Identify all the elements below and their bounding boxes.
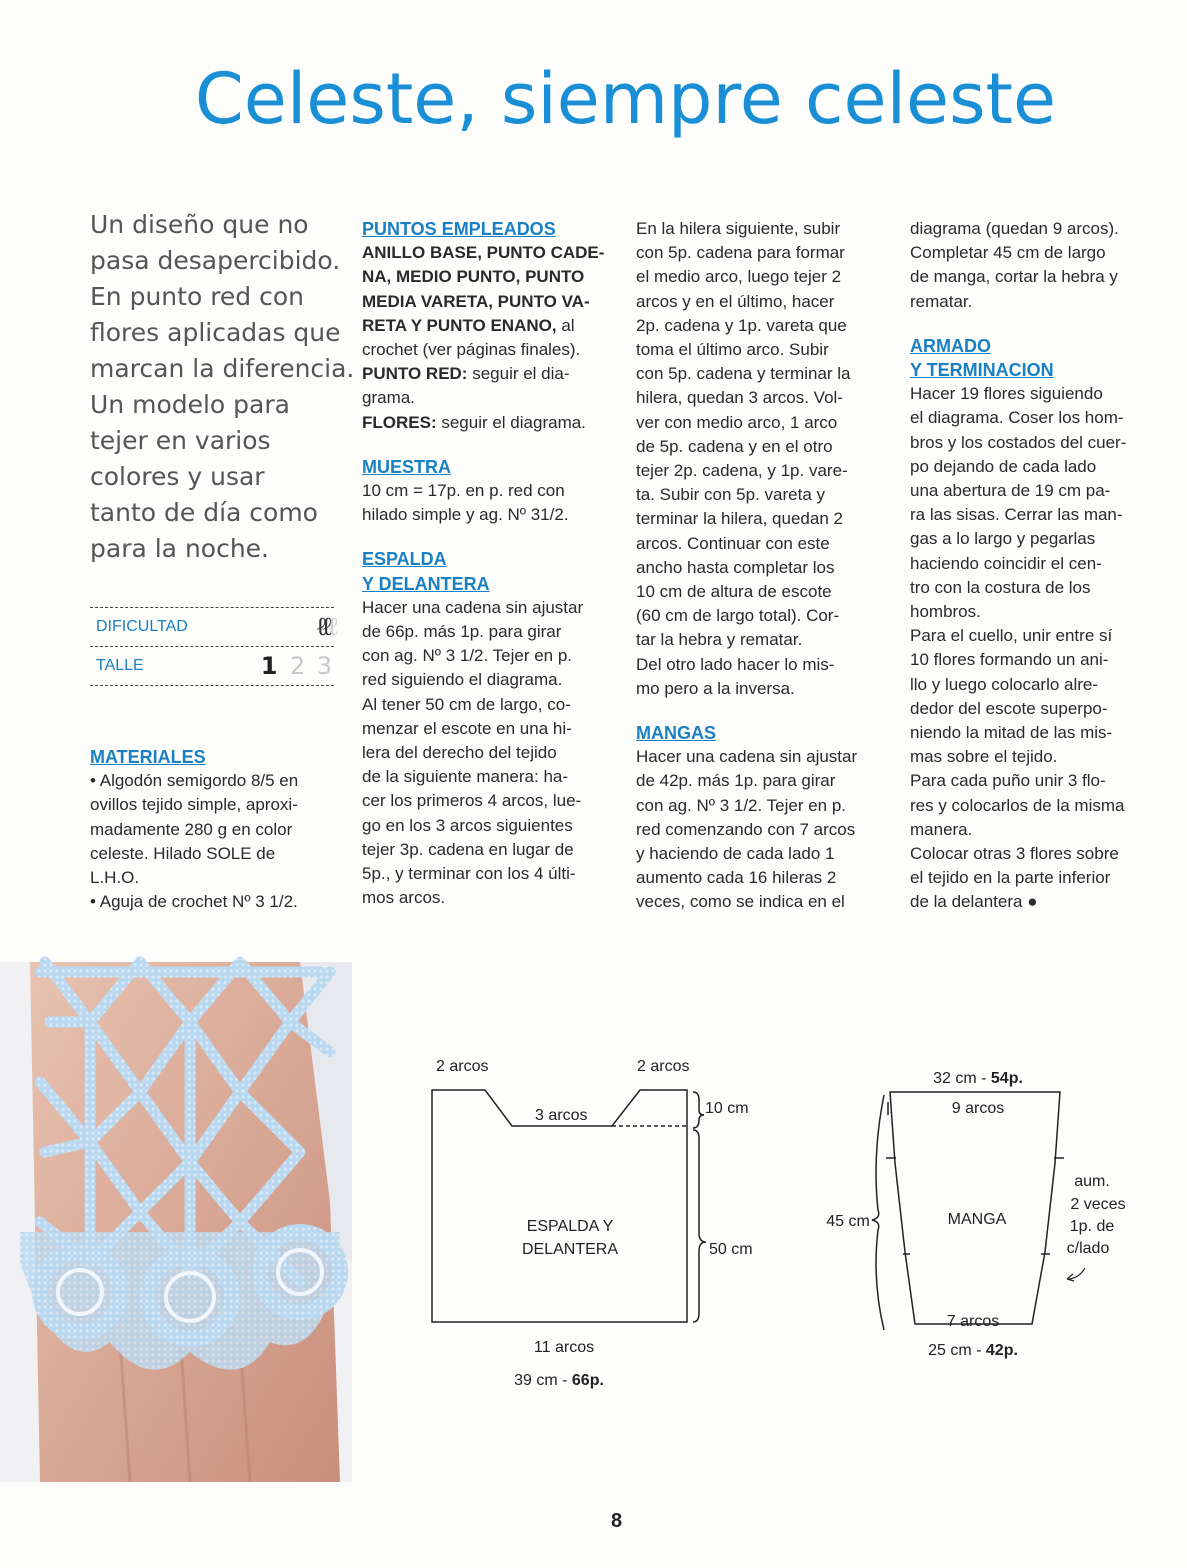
- espalda-body: [362, 596, 612, 911]
- text-line: menzar el escote en una hi-: [362, 718, 572, 738]
- sleeve-length: 45 cm: [826, 1213, 870, 1230]
- text-line: 2p. cadena y 1p. vareta que: [636, 315, 847, 335]
- text-line: lera del derecho del tejido: [362, 743, 557, 763]
- text-line: rematar.: [910, 291, 973, 311]
- text-line: con ag. Nº 3 1/2. Tejer en p.: [636, 795, 847, 815]
- text-line: celeste. Hilado SOLE de: [90, 843, 276, 863]
- intro-line: marcan la diferencia.: [90, 354, 355, 383]
- difficulty-loops-icon: [317, 612, 334, 642]
- text-line: arcos y en el último, hacer: [636, 291, 835, 311]
- text-line: dedor del escote superpo-: [910, 698, 1108, 718]
- text-line: PUNTO RED: seguir el dia-: [362, 364, 570, 384]
- pattern-diagrams: [400, 1040, 1126, 1389]
- espalda-heading-1: ESPALDA: [362, 549, 447, 570]
- intro-text: [90, 207, 355, 567]
- difficulty-loop-empty-icon: ℓ: [328, 612, 334, 642]
- text-line: MEDIA VARETA, PUNTO VA-: [362, 291, 590, 311]
- text-line: hilado simple y ag. Nº 31/2.: [362, 505, 569, 525]
- intro-line: Un diseño que no: [90, 210, 309, 239]
- body-width-p: 66p.: [571, 1372, 604, 1389]
- armado-body: [910, 382, 1160, 914]
- intro-line: flores aplicadas que: [90, 318, 341, 347]
- text-line: Del otro lado hacer lo mis-: [636, 654, 835, 674]
- text-line: terminar la hilera, quedan 2: [636, 509, 843, 529]
- text-line: niendo la mitad de las mis-: [910, 723, 1113, 743]
- text-line: una abertura de 19 cm pa-: [910, 481, 1111, 501]
- text-line: ANILLO BASE, PUNTO CADE-: [362, 243, 605, 263]
- text-line: mas sobre el tejido.: [910, 747, 1058, 767]
- sleeve-top-p: 54p.: [990, 1070, 1023, 1087]
- text-line: grama.: [362, 388, 415, 408]
- text-line: con 5p. cadena para formar: [636, 243, 845, 263]
- text-line: Para el cuello, unir entre sí: [910, 626, 1113, 646]
- difficulty-loop-filled-icon: ℓ: [322, 612, 329, 642]
- armado-heading-1: ARMADO: [910, 335, 991, 356]
- body-neck: 3 arcos: [535, 1107, 588, 1124]
- text-line: go en los 3 arcos siguientes: [362, 815, 573, 835]
- text-line: de 42p. más 1p. para girar: [636, 771, 836, 791]
- text-line: Para cada puño unir 3 flo-: [910, 771, 1106, 791]
- text-line: res y colocarlos de la misma: [910, 795, 1125, 815]
- text-line: 10 cm = 17p. en p. red con: [362, 481, 565, 501]
- body-width: [514, 1372, 604, 1389]
- intro-line: para la noche.: [90, 534, 270, 563]
- body-top-left: 2 arcos: [436, 1058, 489, 1075]
- text-line: Hacer una cadena sin ajustar: [636, 747, 858, 767]
- puntos-body: [362, 241, 612, 435]
- intro-line: Un modelo para: [90, 390, 290, 419]
- espalda-heading-2: Y DELANTERA: [362, 573, 490, 594]
- text-line: En la hilera siguiente, subir: [636, 219, 841, 238]
- text-line: red comenzando con 7 arcos: [636, 819, 856, 839]
- size-row: [90, 646, 334, 686]
- text-line: de manga, cortar la hebra y: [910, 267, 1118, 287]
- text-line: Al tener 50 cm de largo, co-: [362, 694, 571, 714]
- sleeve-bottom-arcs: 7 arcos: [946, 1313, 1000, 1330]
- sleeve-top-arcs: 9 arcos: [951, 1100, 1005, 1117]
- text-line: 10 flores formando un ani-: [910, 650, 1109, 670]
- puntos-heading: PUNTOS EMPLEADOS: [362, 219, 556, 239]
- body-bottom: 11 arcos: [533, 1339, 595, 1356]
- sleeve-bottom-cm: 25 cm -: [928, 1342, 986, 1359]
- text-line: tar la hebra y rematar.: [636, 630, 803, 650]
- intro-line: tanto de día como: [90, 498, 318, 527]
- text-line: de la siguiente manera: ha-: [362, 767, 569, 787]
- text-line: (60 cm de largo total). Cor-: [636, 606, 840, 626]
- text-line: de 5p. cadena y en el otro: [636, 436, 833, 456]
- body-diagram: [432, 1090, 706, 1322]
- text-line: el tejido en la parte inferior: [910, 868, 1111, 888]
- text-line: gas a lo largo y pegarlas: [910, 529, 1096, 549]
- intro-line: pasa desapercibido.: [90, 246, 341, 275]
- size-inactive: 2 3: [289, 652, 334, 680]
- text-line: el diagrama. Coser los hom-: [910, 408, 1124, 428]
- text-line: bros y los costados del cuer-: [910, 432, 1127, 452]
- materiales-body: [90, 769, 340, 914]
- text-line: • Aguja de crochet Nº 3 1/2.: [90, 892, 298, 912]
- body-label-1: ESPALDA Y: [526, 1218, 614, 1235]
- sleeve-bottom-p: 42p.: [985, 1342, 1018, 1359]
- mangas-body: [636, 745, 886, 914]
- text-line: y haciendo de cada lado 1: [636, 844, 835, 864]
- crochet-cuff-illustration: [0, 962, 352, 1482]
- text-line: po dejando de cada lado: [910, 456, 1097, 476]
- muestra-body: [362, 479, 612, 527]
- text-line: cer los primeros 4 arcos, lue-: [362, 791, 582, 811]
- text-line: Completar 45 cm de largo: [910, 243, 1106, 263]
- text-line: red siguiendo el diagrama.: [362, 670, 563, 690]
- text-line: L.H.O.: [90, 868, 140, 888]
- text-line: aumento cada 16 hileras 2: [636, 868, 837, 888]
- text-line: veces, como se indica en el: [636, 892, 845, 912]
- text-line: ancho hasta completar los: [636, 557, 835, 577]
- text-line: de la delantera ●: [910, 892, 1038, 912]
- intro-line: En punto red con: [90, 282, 305, 311]
- text-line: mo pero a la inversa.: [636, 678, 795, 698]
- intro-line: colores y usar: [90, 462, 265, 491]
- text-line: FLORES: seguir el diagrama.: [362, 412, 586, 432]
- column-4: [910, 217, 1160, 915]
- text-line: haciendo coincidir el cen-: [910, 553, 1102, 573]
- text-line: mos arcos.: [362, 888, 446, 908]
- size-active: 1: [260, 652, 280, 680]
- text-line: madamente 280 g en color: [90, 819, 293, 839]
- muestra-heading: MUESTRA: [362, 456, 451, 477]
- text-line: Hacer 19 flores siguiendo: [910, 384, 1103, 404]
- diagram-svg: [400, 1040, 1126, 1389]
- text-line: con ag. Nº 3 1/2. Tejer en p.: [362, 646, 573, 666]
- text-line: con 5p. cadena y terminar la: [636, 364, 851, 384]
- sleeve-top-cm: 32 cm -: [933, 1070, 991, 1087]
- body-label-2: DELANTERA: [521, 1241, 619, 1258]
- armado-heading-2: Y TERMINACION: [910, 360, 1054, 381]
- intro-line: tejer en varios: [90, 426, 271, 455]
- text-line: Hacer una cadena sin ajustar: [362, 597, 584, 617]
- size-label: TALLE: [96, 657, 144, 674]
- text-line: ra las sisas. Cerrar las man-: [910, 505, 1123, 525]
- sleeve-note-3: 1p. de: [1069, 1218, 1115, 1235]
- text-line: diagrama (quedan 9 arcos).: [910, 219, 1119, 238]
- body-width-cm: 39 cm -: [514, 1372, 572, 1389]
- spec-table: [90, 607, 334, 686]
- size-values: [261, 652, 334, 680]
- text-line: ver con medio arco, 1 arco: [636, 412, 838, 432]
- sleeve-top: [933, 1070, 1023, 1087]
- text-line: 10 cm de altura de escote: [636, 582, 832, 602]
- text-line: 5p., y terminar con los 4 últi-: [362, 864, 576, 884]
- sleeve-label: MANGA: [947, 1211, 1007, 1228]
- body-neck-height: 10 cm: [705, 1100, 749, 1117]
- text-line: hilera, quedan 3 arcos. Vol-: [636, 388, 843, 408]
- page-title: Celeste, siempre celeste: [194, 58, 1057, 140]
- difficulty-loop-filled-icon: ℓ: [316, 612, 323, 642]
- text-line: hombros.: [910, 602, 981, 622]
- materiales-section: [90, 745, 340, 914]
- text-line: ta. Subir con 5p. vareta y: [636, 485, 825, 505]
- difficulty-label: DIFICULTAD: [96, 618, 188, 635]
- text-line: tejer 2p. cadena, y 1p. vare-: [636, 461, 848, 481]
- column-3-body: [636, 217, 886, 701]
- text-line: llo y luego colocarlo alre-: [910, 674, 1099, 694]
- column-3: [636, 217, 886, 915]
- sleeve-note-1: aum.: [1074, 1173, 1110, 1190]
- text-line: el medio arco, luego tejer 2: [636, 267, 842, 287]
- column-2: [362, 217, 612, 910]
- text-line: tro con la costura de los: [910, 577, 1091, 597]
- crochet-cuff-photo: [0, 962, 352, 1482]
- mangas-heading: MANGAS: [636, 723, 716, 744]
- text-line: arcos. Continuar con este: [636, 533, 830, 553]
- text-line: manera.: [910, 819, 973, 839]
- column-4-body: [910, 217, 1160, 314]
- sleeve-note-2: 2 veces: [1070, 1196, 1126, 1213]
- text-line: Colocar otras 3 flores sobre: [910, 844, 1119, 864]
- text-line: de 66p. más 1p. para girar: [362, 622, 562, 642]
- text-line: RETA Y PUNTO ENANO, al: [362, 315, 575, 335]
- text-line: tejer 3p. cadena en lugar de: [362, 839, 574, 859]
- text-line: NA, MEDIO PUNTO, PUNTO: [362, 267, 585, 287]
- text-line: crochet (ver páginas finales).: [362, 340, 581, 360]
- body-height: 50 cm: [709, 1241, 753, 1258]
- text-line: ovillos tejido simple, aproxi-: [90, 795, 298, 815]
- text-line: • Algodón semigordo 8/5 en: [90, 771, 299, 791]
- sleeve-note-4: c/lado: [1066, 1240, 1110, 1257]
- text-line: toma el último arco. Subir: [636, 340, 829, 360]
- difficulty-row: [90, 607, 334, 646]
- body-top-right: 2 arcos: [637, 1058, 690, 1075]
- sleeve-bottom: [928, 1342, 1018, 1359]
- page-number: 8: [610, 1510, 623, 1532]
- materiales-heading: MATERIALES: [90, 747, 206, 767]
